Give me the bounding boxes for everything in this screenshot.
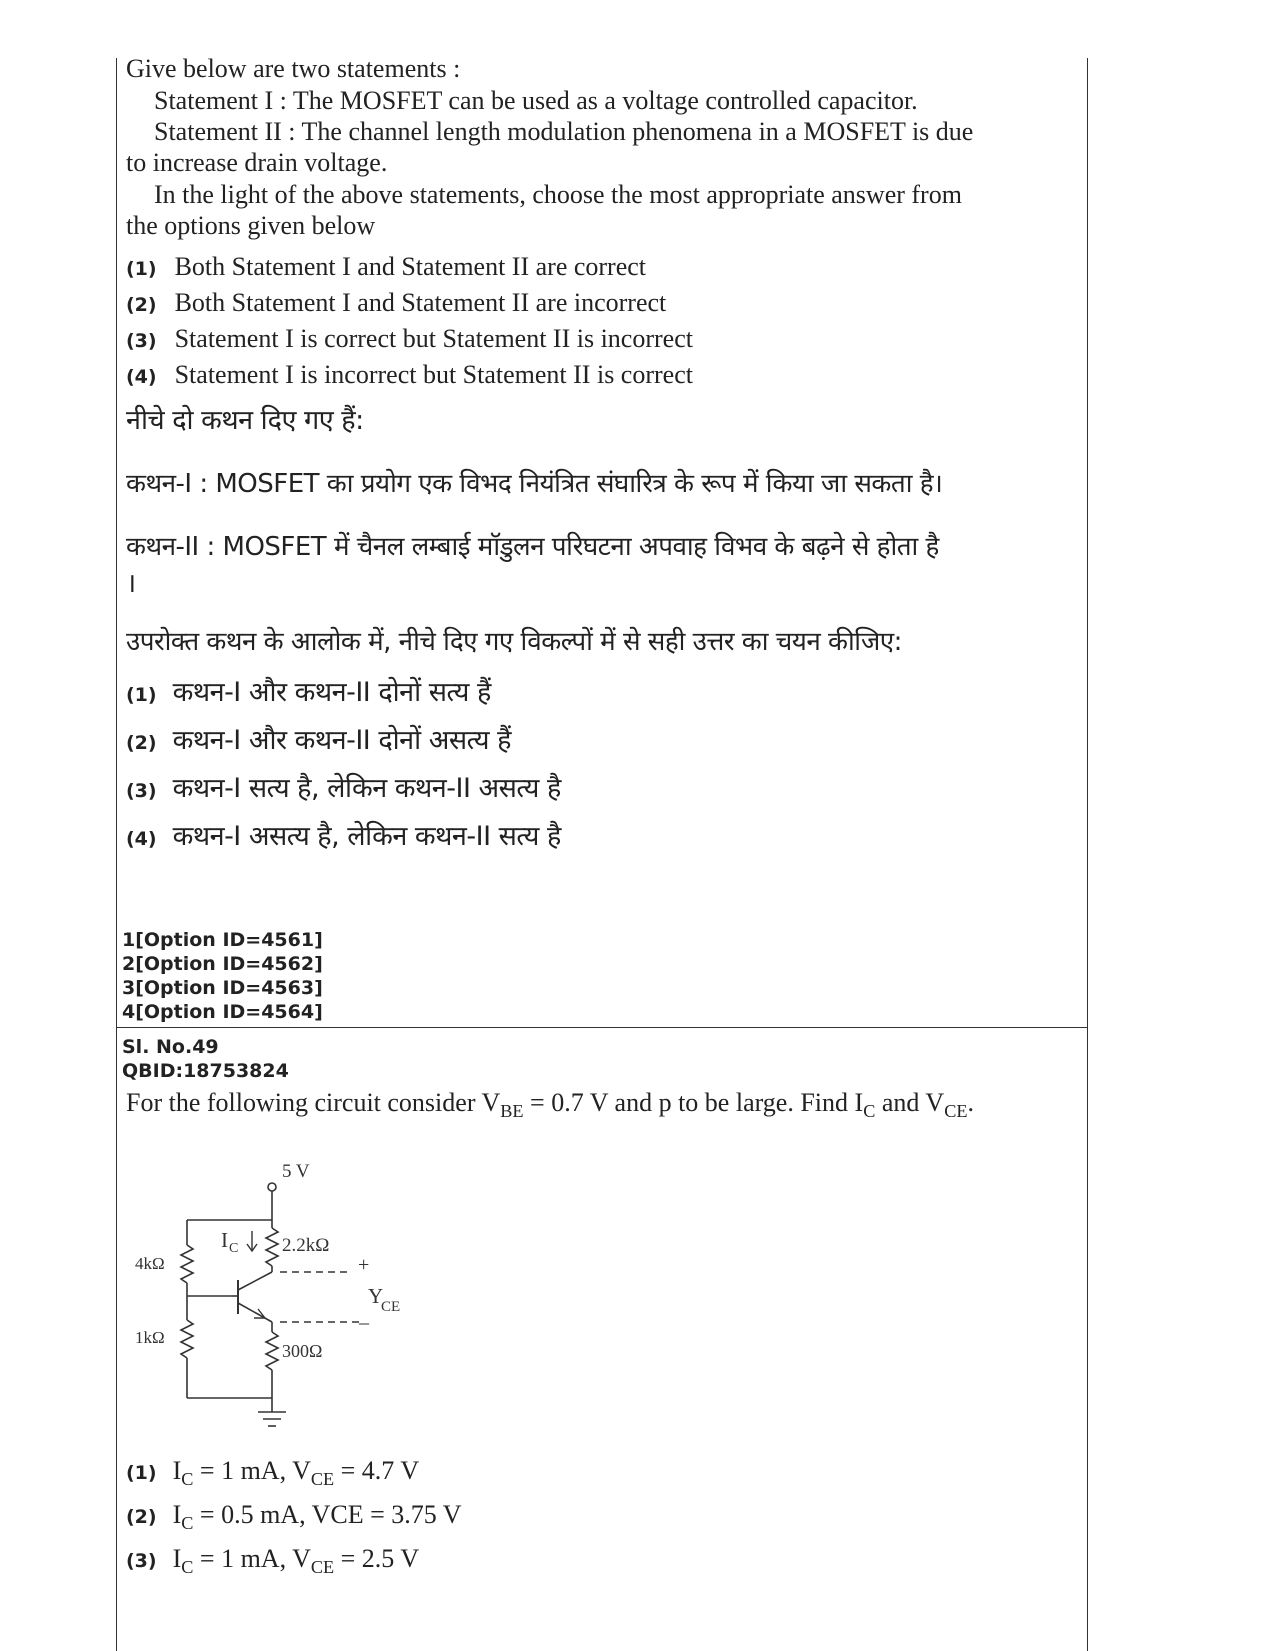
resistor-300 [266,1332,278,1370]
resistor-1k [181,1320,193,1358]
option-number: (4) [126,828,157,850]
subscript: C [863,1101,876,1121]
option-text: कथन-I और कथन-II दोनों असत्य हैं [172,725,512,756]
q49-option-2[interactable] [126,1500,462,1534]
q48-intro: Give below are two statements : [126,54,461,83]
option-number: (2) [126,1506,157,1528]
supply-terminal [268,1183,276,1191]
q48-hindi-statement-2-cont: । [126,568,136,599]
question-text: and V [875,1088,945,1117]
resistor-2-2k [266,1228,278,1266]
option-number: (3) [126,330,157,352]
option-text: कथन-I असत्य है, लेकिन कथन-II सत्य है [172,821,561,852]
label-vce-sub: CE [381,1299,401,1315]
label-minus: _ [359,1305,369,1327]
question-text: For the following circuit consider V [126,1088,501,1117]
option-id: 2[Option ID=4562] [122,953,323,975]
option-text: Statement I is incorrect but Statement II is correct [174,360,693,389]
option-text: कथन-I और कथन-II दोनों सत्य हैं [172,677,491,708]
label-r2: 1kΩ [135,1328,165,1347]
q48-hindi-statement-2: कथन-II : MOSFET में चैनल लम्बाई मॉडुलन परिघटना अपवाह विभव के बढ़ने से होता है [126,532,939,562]
q48-instruction-cont: the options given below [126,211,376,240]
label-ic-sub: C [229,1241,239,1256]
option-id: 4[Option ID=4564] [122,1001,323,1023]
subscript: BE [500,1101,524,1121]
q49-qbid: QBID:18753824 [122,1060,289,1082]
q48-statement-2-cont: to increase drain voltage. [126,148,388,177]
option-text: $I_C = 1$ mA, $V_{CE} = 2.5$ V [172,1544,420,1577]
ground-icon [258,1412,286,1426]
label-ic: I [221,1228,228,1252]
option-number: (3) [126,780,157,802]
q49-option-1[interactable] [126,1456,419,1490]
option-text: Both Statement I and Statement II are correct [174,252,647,281]
label-plus: + [358,1254,370,1276]
q49-sl-no: Sl. No.49 [122,1036,219,1058]
option-text: $I_C = 0.5$ mA, VCE = 3.75 V [172,1500,462,1533]
q48-hindi-statement-1: कथन-I : MOSFET का प्रयोग एक विभद नियंत्रित संघारित्र के रूप में किया जा सकता है। [126,469,943,499]
option-number: (1) [126,258,157,280]
option-text: Both Statement I and Statement II are incorrect [174,288,667,317]
option-number: (2) [126,732,157,754]
label-vce: Y [368,1284,384,1308]
subscript: CE [944,1101,968,1121]
option-text: कथन-I सत्य है, लेकिन कथन-II असत्य है [172,773,561,804]
option-number: (1) [126,684,157,706]
label-rc: 2.2kΩ [282,1235,330,1256]
q48-statement-1: Statement I : The MOSFET can be used as a voltage controlled capacitor. [154,86,918,115]
resistor-4k [181,1245,193,1283]
option-number: (4) [126,366,157,388]
q48-statement-2: Statement II : The channel length modulation phenomena in a MOSFET is due [154,117,974,146]
label-r1: 4kΩ [135,1254,165,1273]
question-text: = 0.7 V and p to be large. Find I [523,1088,864,1117]
option-number: (2) [126,294,157,316]
label-re: 300Ω [282,1341,323,1361]
option-id: 3[Option ID=4563] [122,977,323,999]
option-number: (3) [126,1550,157,1572]
q48-hindi-intro: नीचे दो कथन दिए गए हैं: [126,405,364,436]
option-text: $I_C = 1$ mA, $V_{CE} = 4.7$ V [172,1456,420,1489]
label-supply: 5 V [282,1161,310,1182]
option-id: 1[Option ID=4561] [122,929,323,951]
q49-option-3[interactable] [126,1544,419,1578]
option-text: Statement I is correct but Statement II is incorrect [174,324,693,353]
q48-instruction: In the light of the above statements, choose the most appropriate answer from [154,180,962,209]
question-text: . [967,1088,974,1117]
option-number: (1) [126,1462,157,1484]
q48-hindi-instruction: उपरोक्त कथन के आलोक में, नीचे दिए गए विकल्पों में से सही उत्तर का चयन कीजिए: [126,627,902,657]
